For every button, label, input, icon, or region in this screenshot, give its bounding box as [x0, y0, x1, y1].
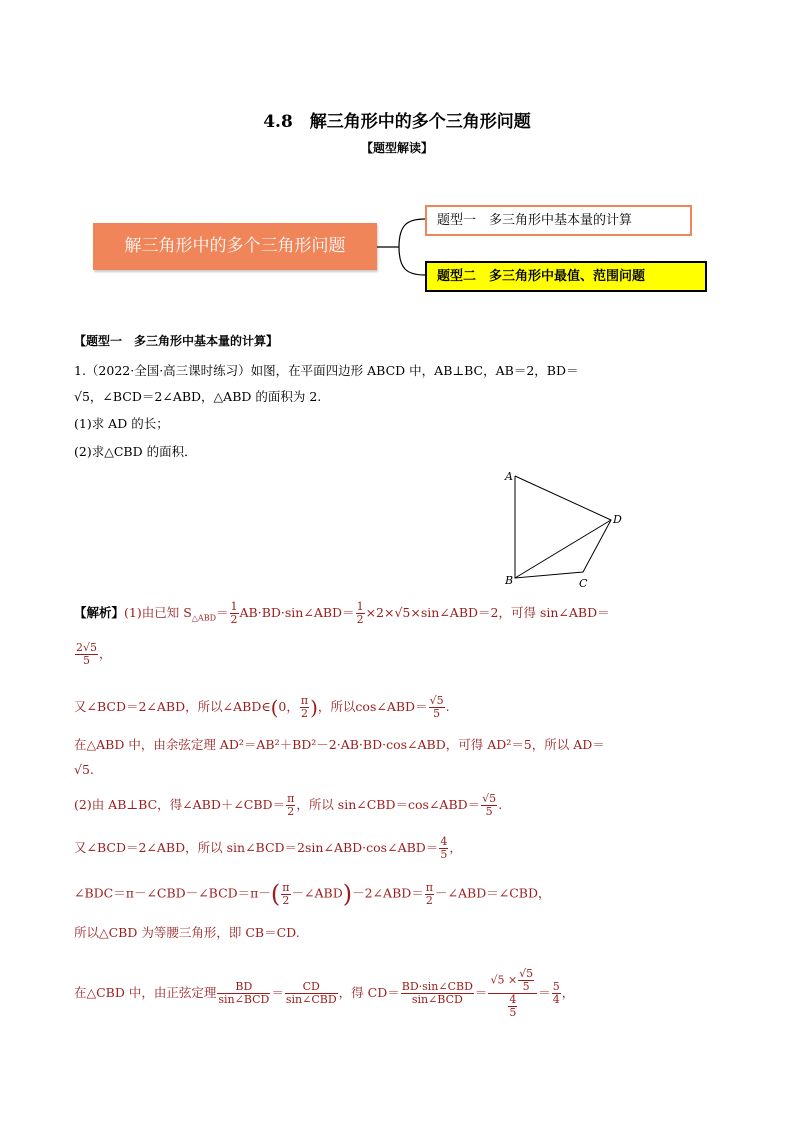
problem-line-1: 1.（2022·全国·高三课时练习）如图，在平面四边形 ABCD 中，AB⊥BC，AB＝2，BD＝: [74, 363, 579, 378]
quadrilateral-figure: [495, 468, 635, 593]
question-2: (2)求△CBD 的面积．: [74, 444, 197, 459]
solution-line-2: 又∠BCD＝2∠ABD，所以∠ABD∈(0， $\frac{\pi}{2}$ )，所以cos∠ABD＝ $\frac{√5}{5}$ .: [74, 694, 450, 720]
figure-label-c: C: [579, 577, 588, 590]
figure-label-b: B: [505, 574, 514, 587]
solution-line-5: 又∠BCD＝2∠ABD，所以 sin∠BCD＝2sin∠ABD·cos∠ABD＝ $\frac{4}{5}$ ，: [74, 835, 462, 861]
solution-line-6: ∠BDC＝π－∠CBD－∠BCD＝π－( $\frac{\pi}{2}$ －∠ABD)－2∠ABD＝ $\frac{\pi}{2}$ －∠ABD＝∠CBD，: [74, 880, 551, 908]
solution-tag: 【解析】: [74, 605, 125, 620]
question-1: (1)求 AD 的长；: [74, 416, 169, 431]
solution-line-4: (2)由 AB⊥BC，得∠ABD＋∠CBD＝ $\frac{\pi}{2}$ ，所以 sin∠CBD＝cos∠ABD＝ $\frac{√5}{5}$ .: [74, 792, 503, 818]
problem-line-2: √5，∠BCD＝2∠ABD，△ABD 的面积为 2.: [74, 389, 322, 404]
solution-line-7: 所以△CBD 为等腰三角形，即 CB＝CD.: [74, 925, 300, 940]
solution-line-3b: √5.: [74, 762, 94, 777]
figure-label-d: D: [613, 513, 622, 526]
solution-line-8: 在△CBD 中，由正弦定理 $\frac{BD}{\text{sin∠BCD}}$ ＝ $\frac{CD}{\text{sin∠CBD}}$ ，得 CD＝ $\frac{\text{BD·sin∠CBD}}{\text{sin∠BCD}}$ ＝ √5 × $\frac{√5}{5}$ $\frac{4}{5}$ ＝ $\frac{5}{4}$ ，: [74, 967, 575, 1019]
mindmap-branch-2: 题型二 多三角形中最值、范围问题: [425, 261, 707, 292]
solution-line-1: 【解析】(1)由已知 $S_{\triangle ABD}=$ $\frac{1}{2}$ AB·BD·sin∠ABD＝ $\frac{1}{2}$ ×2×√5×sin∠ABD＝2，可得 sin∠ABD＝: [74, 600, 610, 626]
page-title: 4.8 解三角形中的多个三角形问题: [263, 112, 531, 132]
figure-label-a: A: [505, 470, 513, 483]
mindmap-root: 解三角形中的多个三角形问题: [93, 223, 377, 270]
page-subtitle: 【题型解读】: [360, 141, 433, 155]
solution-line-3: 在△ABD 中，由余弦定理 AD²＝AB²＋BD²－2·AB·BD·cos∠ABD，可得 AD²＝5，所以 AD＝: [74, 737, 605, 752]
section-heading: 【题型一 多三角形中基本量的计算】: [74, 334, 279, 348]
solution-line-1b: $\frac{2√5}{5}$ ，: [76, 641, 112, 667]
mindmap-branch-1: 题型一 多三角形中基本量的计算: [425, 205, 692, 236]
mindmap-connector: [377, 205, 427, 285]
